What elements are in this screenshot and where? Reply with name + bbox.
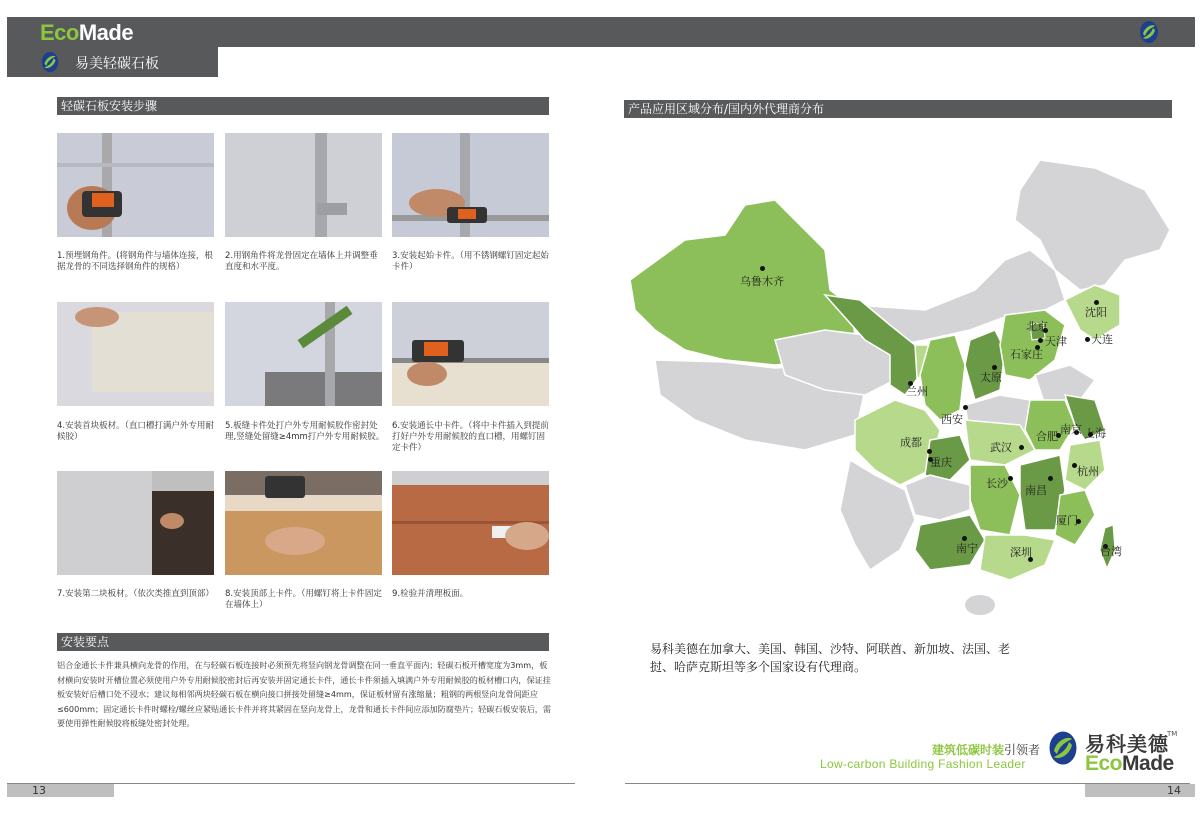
city-label-hangzhou: 杭州 — [1077, 465, 1099, 478]
ecomade-logo-icon — [1045, 726, 1081, 770]
city-label-xian: 西安 — [941, 413, 963, 426]
install-notes-text: 铝合金通长卡件兼具横向龙骨的作用，在与轻碳石板连接时必须预先将竖向钢龙骨调整在同一垂直平面内；轻碳石板开槽宽度为3mm，板材横向安装时开槽位置必须使用户外专用耐候胶密封后再安装并固定通长卡件，通长卡件须插入填满户外专用耐候胶的板材槽口内，保证挂板安装好后槽口处不浸水；建议每相邻两块轻碳石板在横向接口拼接处留缝≥4mm，保证板材留有涨缩量；粗钢的两根竖向龙骨间距应≤600mm；固定通长卡件时螺栓/螺丝应紧贴通长卡件并将其紧固在竖向龙骨上，龙骨和通长卡件间应添加防腐垫片；轻碳石板安装后，需要使用弹性耐候胶将板缝处密封处理。 — [57, 660, 551, 728]
trademark-mark: TM — [1167, 730, 1178, 738]
city-label-hefei: 合肥 — [1036, 430, 1058, 443]
top-header-bar — [7, 17, 1195, 47]
step-9-caption: 9.检验并清理板面。 — [392, 589, 469, 599]
step-6-caption: 6.安装通长中卡件。（将中卡件插入到提前打好户外专用耐候胶的直口槽，用螺钉固定卡件） — [392, 421, 549, 453]
city-label-nanjing: 南京 — [1060, 423, 1082, 436]
ecomade-logo-icon — [39, 51, 61, 73]
brand-name-chinese: 易科美德 — [1085, 732, 1169, 756]
step-7-photo — [57, 471, 214, 575]
step-1-photo — [57, 133, 214, 237]
city-dot — [1008, 476, 1013, 481]
step-9-photo — [392, 471, 549, 575]
slogan-english: Low-carbon Building Fashion Leader — [820, 757, 1026, 771]
step-4-caption: 4.安装首块板材。（直口槽打满户外专用耐候胶） — [57, 421, 214, 442]
title-tab — [7, 47, 218, 77]
step-8-photo — [225, 471, 382, 575]
step-3-photo — [392, 133, 549, 237]
step-5-photo — [225, 302, 382, 406]
city-label-shenyang: 沈阳 — [1085, 306, 1107, 319]
city-label-shenzhen: 深圳 — [1010, 546, 1032, 559]
step-5-caption: 5.板缝卡件处打户外专用耐候胶作密封处理,竖缝处留缝≥4mm打户外专用耐候胶。 — [225, 421, 385, 442]
city-label-xiamen: 厦门 — [1056, 514, 1078, 527]
city-label-chengdu: 成都 — [900, 436, 922, 449]
city-label-chongqing: 重庆 — [930, 456, 952, 469]
city-label-changsha: 长沙 — [986, 477, 1008, 490]
step-7-caption: 7.安装第二块板材。（依次类推直到顶部） — [57, 589, 214, 599]
china-distribution-map — [625, 150, 1170, 620]
step-8-caption: 8.安装顶部上卡件。（用螺钉将上卡件固定在墙体上） — [225, 589, 382, 610]
distribution-heading: 产品应用区域分布/国内外代理商分布 — [624, 100, 1172, 118]
step-6-photo — [392, 302, 549, 406]
city-label-shijiazhuang: 石家庄 — [1010, 348, 1043, 361]
city-label-taiwan: 台湾 — [1100, 545, 1122, 558]
ecomade-wordmark: EcoMade — [40, 20, 134, 45]
city-label-wuhan: 武汉 — [990, 441, 1012, 454]
city-dot — [1048, 476, 1053, 481]
city-dot — [760, 266, 765, 271]
city-label-nanning: 南宁 — [956, 542, 978, 555]
city-label-nanchang: 南昌 — [1025, 484, 1047, 497]
install-steps-heading: 轻碳石板安装步骤 — [57, 97, 549, 115]
slogan-chinese: 建筑低碳时装引领者 — [932, 743, 1041, 757]
city-dot — [1085, 337, 1090, 342]
brand-name-english: EcoMade — [1085, 752, 1174, 775]
page-number-right: 14 — [1085, 784, 1195, 797]
city-label-beijing: 北京 — [1026, 320, 1048, 333]
page-title: 易美轻碳石板 — [75, 56, 159, 72]
install-notes-heading: 安装要点 — [57, 633, 549, 651]
step-2-caption: 2.用钢角件将龙骨固定在墙体上并调整垂直度和水平度。 — [225, 251, 378, 272]
city-dot — [1019, 445, 1024, 450]
step-1-caption: 1.预埋钢角件。(将钢角件与墙体连接，根据龙骨的不同选择钢角件的规格） — [57, 251, 213, 272]
city-label-taiyuan: 太原 — [980, 371, 1002, 384]
city-label-tianjin: 天津 — [1045, 335, 1067, 348]
step-4-photo — [57, 302, 214, 406]
city-label-urumqi: 乌鲁木齐 — [740, 275, 784, 288]
ecomade-logo-icon — [1137, 20, 1161, 44]
overseas-agents-text: 易科美德在加拿大、美国、韩国、沙特、阿联酋、新加坡、法国、老挝、哈萨克斯坦等多个国家设有代理商。 — [650, 642, 1011, 674]
city-label-dalian: 大连 — [1091, 333, 1113, 346]
city-label-lanzhou: 兰州 — [906, 385, 928, 398]
page-number-left: 13 — [7, 784, 114, 797]
city-dot — [1038, 338, 1043, 343]
city-dot — [963, 405, 968, 410]
city-label-shanghai: 上海 — [1084, 427, 1106, 440]
step-2-photo — [225, 133, 382, 237]
step-3-caption: 3.安装起始卡件。（用不锈钢螺钉固定起始卡件） — [392, 251, 549, 272]
